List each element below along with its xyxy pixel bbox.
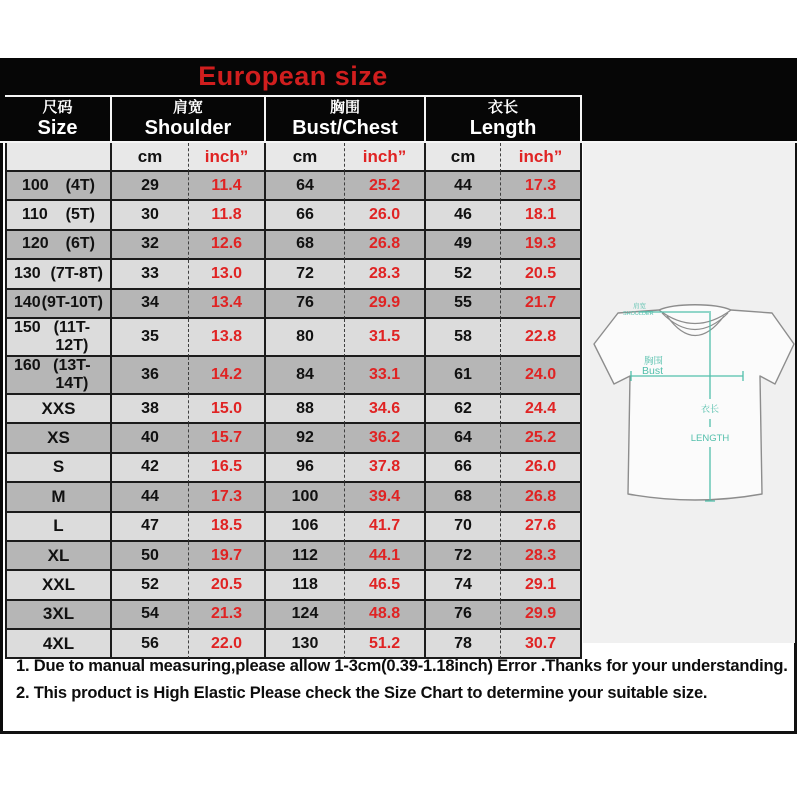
- tshirt-outline: [594, 305, 794, 500]
- bust-label-en: Bust: [642, 365, 664, 377]
- value-cell-bust_cm: 112: [264, 542, 344, 571]
- value-cell-shoulder_in: 21.3: [188, 601, 264, 630]
- value-cell-shoulder_cm: 33: [110, 260, 188, 289]
- header-size-en: Size: [37, 117, 78, 139]
- header-bust: [264, 95, 424, 143]
- table-header-row: [5, 95, 582, 143]
- size-code: M: [51, 486, 66, 506]
- value-cell-bust_cm: 118: [264, 571, 344, 600]
- size-code: 140: [14, 294, 41, 312]
- table-row: [5, 513, 582, 542]
- value-cell-shoulder_cm: 44: [110, 483, 188, 512]
- value-cell-shoulder_cm: 35: [110, 319, 188, 357]
- size-code: 160: [14, 356, 41, 374]
- value-cell-shoulder_in: 13.8: [188, 319, 264, 357]
- value-cell-length_cm: 66: [424, 454, 500, 483]
- tshirt-diagram: [583, 143, 795, 641]
- size-code: XXL: [41, 574, 76, 594]
- header-bust-zh: 胸围: [330, 99, 361, 116]
- length-label-zh: 衣长: [700, 404, 720, 414]
- unit-inch-bust: inch”: [344, 143, 424, 172]
- size-label-cell: [5, 601, 110, 630]
- value-cell-shoulder_in: 17.3: [188, 483, 264, 512]
- value-cell-length_in: 26.8: [500, 483, 582, 512]
- value-cell-length_cm: 62: [424, 395, 500, 424]
- value-cell-bust_cm: 92: [264, 424, 344, 453]
- header-shoulder-en: Shoulder: [144, 117, 232, 139]
- header-length-en: Length: [469, 117, 537, 139]
- value-cell-shoulder_in: 16.5: [188, 454, 264, 483]
- frame-bottom-border: [0, 731, 797, 734]
- value-cell-length_in: 29.1: [500, 571, 582, 600]
- value-cell-shoulder_in: 14.2: [188, 357, 264, 395]
- table-row: [5, 201, 582, 230]
- value-cell-bust_cm: 106: [264, 513, 344, 542]
- value-cell-bust_in: 33.1: [344, 357, 424, 395]
- size-label-cell: [5, 172, 110, 201]
- value-cell-bust_cm: 68: [264, 231, 344, 260]
- value-cell-length_cm: 70: [424, 513, 500, 542]
- table-row: [5, 601, 582, 630]
- size-label-cell: [5, 513, 110, 542]
- value-cell-length_in: 21.7: [500, 290, 582, 319]
- value-cell-shoulder_in: 22.0: [188, 630, 264, 659]
- size-age-range: (6T): [65, 235, 95, 253]
- value-cell-bust_in: 28.3: [344, 260, 424, 289]
- unit-cm-length: cm: [424, 143, 500, 172]
- size-label-cell: [5, 290, 110, 319]
- footer-notes: [16, 653, 788, 707]
- bust-label-zh: 胸围: [644, 356, 664, 367]
- header-length-zh: 衣长: [488, 99, 519, 116]
- size-label-cell: [5, 231, 110, 260]
- value-cell-length_in: 18.1: [500, 201, 582, 230]
- value-cell-shoulder_in: 11.8: [188, 201, 264, 230]
- value-cell-shoulder_in: 13.0: [188, 260, 264, 289]
- shoulder-label-zh: 肩宽: [633, 303, 646, 310]
- value-cell-length_cm: 64: [424, 424, 500, 453]
- size-label-cell: [5, 571, 110, 600]
- value-cell-length_in: 20.5: [500, 260, 582, 289]
- length-label-en: LENGTH: [690, 433, 730, 444]
- header-shoulder-zh: 肩宽: [173, 99, 204, 116]
- value-cell-bust_cm: 100: [264, 483, 344, 512]
- frame-left-border: [0, 58, 3, 734]
- table-row: [5, 290, 582, 319]
- value-cell-shoulder_in: 13.4: [188, 290, 264, 319]
- value-cell-bust_cm: 88: [264, 395, 344, 424]
- size-label-cell: [5, 542, 110, 571]
- value-cell-bust_in: 51.2: [344, 630, 424, 659]
- value-cell-length_cm: 46: [424, 201, 500, 230]
- table-row: [5, 319, 582, 357]
- size-chart-table: [5, 95, 582, 659]
- size-code: L: [53, 516, 64, 536]
- table-row: [5, 483, 582, 512]
- value-cell-length_cm: 58: [424, 319, 500, 357]
- value-cell-bust_cm: 124: [264, 601, 344, 630]
- size-age-range: (5T): [65, 206, 95, 224]
- value-cell-shoulder_cm: 54: [110, 601, 188, 630]
- value-cell-shoulder_cm: 38: [110, 395, 188, 424]
- shoulder-label-en: SHOULDER: [623, 311, 654, 317]
- table-row: [5, 395, 582, 424]
- header-bust-en: Bust/Chest: [292, 117, 398, 139]
- size-code: 4XL: [42, 633, 75, 653]
- value-cell-length_cm: 68: [424, 483, 500, 512]
- value-cell-bust_in: 26.8: [344, 231, 424, 260]
- value-cell-shoulder_cm: 36: [110, 357, 188, 395]
- header-length: [424, 95, 582, 143]
- size-code: XS: [47, 428, 70, 448]
- size-label-cell: [5, 424, 110, 453]
- table-row: [5, 424, 582, 453]
- table-row: [5, 454, 582, 483]
- table-row: [5, 571, 582, 600]
- value-cell-length_in: 24.4: [500, 395, 582, 424]
- value-cell-bust_in: 48.8: [344, 601, 424, 630]
- value-cell-bust_cm: 72: [264, 260, 344, 289]
- header-size: [5, 95, 110, 143]
- value-cell-bust_in: 37.8: [344, 454, 424, 483]
- value-cell-length_in: 28.3: [500, 542, 582, 571]
- value-cell-bust_cm: 64: [264, 172, 344, 201]
- value-cell-length_in: 29.9: [500, 601, 582, 630]
- table-row: [5, 260, 582, 289]
- table-row: [5, 357, 582, 395]
- tshirt-diagram-panel: [583, 143, 795, 643]
- size-code: 130: [14, 264, 41, 282]
- value-cell-length_cm: 55: [424, 290, 500, 319]
- value-cell-length_in: 25.2: [500, 424, 582, 453]
- value-cell-bust_cm: 84: [264, 357, 344, 395]
- unit-cm-bust: cm: [264, 143, 344, 172]
- size-table-body: [5, 172, 582, 659]
- size-label-cell: [5, 454, 110, 483]
- size-label-cell: [5, 357, 110, 395]
- size-code: S: [52, 457, 65, 477]
- value-cell-shoulder_cm: 42: [110, 454, 188, 483]
- value-cell-shoulder_in: 15.0: [188, 395, 264, 424]
- note-line-2: 2. This product is High Elastic Please check the Size Chart to determine your suitable size.: [16, 684, 708, 702]
- unit-inch-shoulder: inch”: [188, 143, 264, 172]
- value-cell-bust_in: 36.2: [344, 424, 424, 453]
- value-cell-length_cm: 72: [424, 542, 500, 571]
- value-cell-length_in: 30.7: [500, 630, 582, 659]
- value-cell-shoulder_cm: 40: [110, 424, 188, 453]
- size-label-cell: [5, 201, 110, 230]
- table-row: [5, 542, 582, 571]
- units-empty-cell: [5, 143, 110, 172]
- value-cell-length_in: 19.3: [500, 231, 582, 260]
- size-age-range: (7T-8T): [50, 264, 103, 282]
- value-cell-shoulder_cm: 29: [110, 172, 188, 201]
- value-cell-shoulder_cm: 34: [110, 290, 188, 319]
- size-age-range: (13T-14T): [53, 356, 91, 392]
- value-cell-bust_cm: 76: [264, 290, 344, 319]
- value-cell-shoulder_cm: 52: [110, 571, 188, 600]
- value-cell-shoulder_in: 15.7: [188, 424, 264, 453]
- value-cell-length_cm: 76: [424, 601, 500, 630]
- value-cell-length_in: 26.0: [500, 454, 582, 483]
- size-code: 110: [22, 206, 48, 224]
- value-cell-shoulder_cm: 30: [110, 201, 188, 230]
- value-cell-bust_cm: 130: [264, 630, 344, 659]
- page-title: European size: [198, 61, 388, 91]
- value-cell-length_cm: 61: [424, 357, 500, 395]
- size-code: XL: [47, 545, 70, 565]
- size-code: 3XL: [42, 604, 75, 624]
- table-row: [5, 231, 582, 260]
- value-cell-shoulder_in: 18.5: [188, 513, 264, 542]
- size-age-range: (9T-10T): [41, 294, 103, 312]
- value-cell-length_cm: 49: [424, 231, 500, 260]
- value-cell-bust_cm: 80: [264, 319, 344, 357]
- value-cell-length_in: 27.6: [500, 513, 582, 542]
- value-cell-bust_in: 39.4: [344, 483, 424, 512]
- header-shoulder: [110, 95, 264, 143]
- value-cell-shoulder_cm: 47: [110, 513, 188, 542]
- note-line-1: 1. Due to manual measuring,please allow 1-3cm(0.39-1.18inch) Error .Thanks for your understanding.: [16, 657, 788, 675]
- table-row: [5, 172, 582, 201]
- value-cell-length_cm: 74: [424, 571, 500, 600]
- value-cell-bust_in: 34.6: [344, 395, 424, 424]
- value-cell-bust_in: 31.5: [344, 319, 424, 357]
- size-label-cell: [5, 319, 110, 357]
- value-cell-shoulder_cm: 56: [110, 630, 188, 659]
- size-code: 150: [14, 318, 41, 336]
- value-cell-shoulder_in: 19.7: [188, 542, 264, 571]
- value-cell-bust_in: 46.5: [344, 571, 424, 600]
- size-code: 100: [22, 176, 49, 194]
- value-cell-bust_in: 25.2: [344, 172, 424, 201]
- value-cell-bust_in: 26.0: [344, 201, 424, 230]
- unit-cm-shoulder: cm: [110, 143, 188, 172]
- size-code: 120: [22, 235, 49, 253]
- size-label-cell: [5, 260, 110, 289]
- units-row: [5, 143, 582, 172]
- size-label-cell: [5, 395, 110, 424]
- size-code: XXS: [41, 398, 76, 418]
- size-age-range: (4T): [65, 176, 95, 194]
- value-cell-length_in: 17.3: [500, 172, 582, 201]
- value-cell-length_in: 24.0: [500, 357, 582, 395]
- header-size-zh: 尺码: [42, 99, 73, 116]
- size-age-range: (11T-12T): [53, 318, 91, 354]
- value-cell-bust_in: 41.7: [344, 513, 424, 542]
- size-label-cell: [5, 483, 110, 512]
- unit-inch-length: inch”: [500, 143, 582, 172]
- value-cell-length_cm: 78: [424, 630, 500, 659]
- value-cell-shoulder_in: 11.4: [188, 172, 264, 201]
- value-cell-shoulder_in: 12.6: [188, 231, 264, 260]
- value-cell-shoulder_cm: 32: [110, 231, 188, 260]
- value-cell-bust_cm: 96: [264, 454, 344, 483]
- value-cell-length_in: 22.8: [500, 319, 582, 357]
- value-cell-length_cm: 44: [424, 172, 500, 201]
- value-cell-shoulder_cm: 50: [110, 542, 188, 571]
- value-cell-shoulder_in: 20.5: [188, 571, 264, 600]
- value-cell-bust_in: 29.9: [344, 290, 424, 319]
- value-cell-bust_in: 44.1: [344, 542, 424, 571]
- value-cell-length_cm: 52: [424, 260, 500, 289]
- value-cell-bust_cm: 66: [264, 201, 344, 230]
